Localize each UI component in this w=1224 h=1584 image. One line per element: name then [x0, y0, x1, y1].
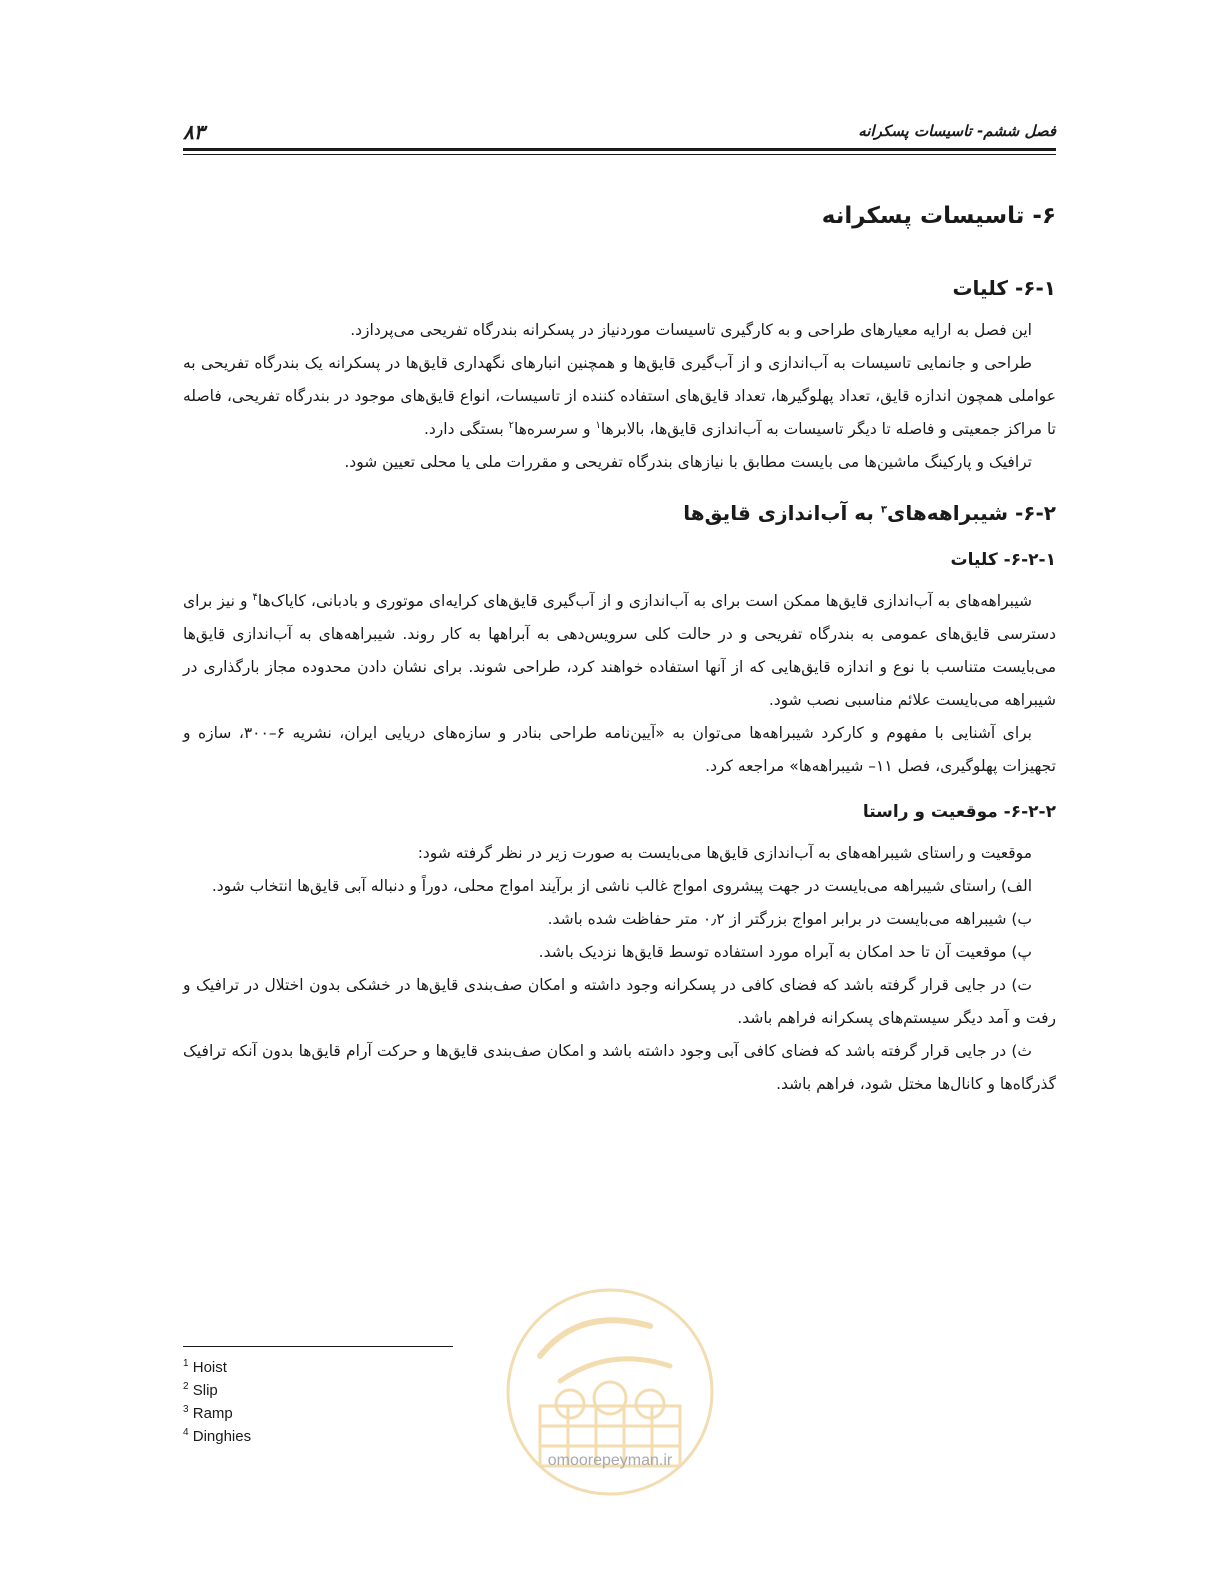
chapter-title: ۶- تاسیسات پسکرانه — [821, 203, 1056, 229]
section-2-title — [183, 495, 1056, 531]
footnote-1-number: 1 — [183, 1358, 189, 1369]
subsection-2-1-title: ۶-۲-۱- کلیات — [950, 550, 1056, 570]
footnote-1 — [183, 1356, 483, 1379]
subsection-2-1-paragraph-1-text-b: و نیز برای دسترسی قایق‌های عمومی به بندرگاه تفریحی و در حالت کلی سرویس‌دهی به آبراهها به کار روند. شیبراهه‌های به آب‌اندازی قایق‌ها می‌بایست متناسب با نوع و اندازه قایق‌هایی که از آنها استفاده خواهند کرد، طراحی شوند. برای نشان دادن محدوده مجاز بارگذاری در شیبراهه می‌بایست علائم مناسبی نصب شود. — [183, 592, 1056, 709]
footnote-3 — [183, 1402, 483, 1425]
list-item-te: ت) در جایی قرار گرفته باشد که فضای کافی در پسکرانه وجود داشته و امکان صف‌بندی قایق‌ها در خشکی بدون اختلال در ترافیک و رفت و آمد دیگر سیستم‌های پسکرانه فراهم باشد. — [183, 976, 1056, 1027]
footnote-rule — [183, 1346, 453, 1347]
footnote-2-text: Slip — [192, 1382, 218, 1399]
footnote-ref-4: ۴ — [252, 591, 258, 603]
subsection-2-1-paragraph-2: برای آشنایی با مفهوم و کارکرد شیبراهه‌ها می‌توان به «آیین‌نامه طراحی بنادر و سازه‌های دریایی ایران، نشریه ۶–۳۰۰، سازه و تجهیزات پهلوگیری، فصل ۱۱– شیبراهه‌ها» مراجعه کرد. — [183, 724, 1056, 775]
page-content — [183, 196, 1056, 1101]
footnote-4-text: Dinghies — [192, 1428, 252, 1445]
header-rule-thick — [183, 148, 1056, 151]
footnote-ref-2: ۲ — [508, 419, 515, 431]
section-1-paragraph-2-text-a: طراحی و جانمایی تاسیسات به آب‌اندازی و از آب‌گیری قایق‌ها و همچنین انبارهای نگهداری قایق‌ها در پسکرانه یک بندرگاه تفریحی به عواملی همچون اندازه قایق، تعداد پهلوگیرها، تعداد قایق‌های استفاده کننده از تاسیسات، انواع قایق‌های موجود در بندرگاه تفریحی، فاصله تا مراکز جمعیتی و فاصله تا دیگر تاسیسات به آب‌اندازی قایق‌ها، بالابرها — [183, 354, 1056, 438]
list-item-alef: الف) راستای شیبراهه می‌بایست در جهت پیشروی امواج غالب ناشی از برآیند امواج محلی، دوراً و دنباله آبی قایق‌ها انتخاب شود. — [211, 877, 1032, 895]
watermark-text: omoorepeyman.ir — [547, 1452, 673, 1469]
footnote-2 — [183, 1379, 483, 1402]
section-2-title-b: به آب‌اندازی قایق‌ها — [683, 501, 881, 525]
footnote-3-number: 3 — [183, 1404, 189, 1415]
page-number: ۸۳ — [183, 120, 205, 144]
section-2-title-a: ۶-۲- شیبراهه‌های — [887, 501, 1056, 525]
footnotes — [183, 1356, 483, 1448]
header-rule-thin — [183, 154, 1056, 155]
footnote-1-text: Hoist — [192, 1359, 227, 1376]
footnote-4 — [183, 1425, 483, 1448]
footnote-ref-1: ۱ — [595, 419, 601, 431]
list-item-pe: پ) موقعیت آن تا حد امکان به آبراه مورد استفاده توسط قایق‌ها نزدیک باشد. — [538, 943, 1032, 961]
section-1-paragraph-2-text-c: بستگی دارد. — [423, 420, 509, 438]
footnote-2-number: 2 — [183, 1381, 189, 1392]
section-1-paragraph-1: این فصل به ارایه معیارهای طراحی و به کارگیری تاسیسات موردنیاز در پسکرانه بندرگاه تفریحی می‌پردازد. — [350, 321, 1032, 339]
subsection-2-1-paragraph-1 — [183, 585, 1056, 717]
section-1-paragraph-3: ترافیک و پارکینگ ماشین‌ها می بایست مطابق با نیازهای بندرگاه تفریحی و مقررات ملی یا محلی تعیین شود. — [344, 453, 1032, 471]
page-header — [183, 118, 1056, 148]
footnote-3-text: Ramp — [192, 1405, 233, 1422]
running-title: فصل ششم- تاسیسات پسکرانه — [858, 122, 1056, 140]
footnote-4-number: 4 — [183, 1427, 189, 1438]
footnote-ref-3: ۳ — [880, 504, 888, 516]
subsection-2-2-intro: موقعیت و راستای شیبراهه‌های به آب‌اندازی قایق‌ها می‌بایست به صورت زیر در نظر گرفته شود: — [417, 844, 1032, 862]
watermark-seal-icon — [500, 1286, 720, 1506]
list-item-se: ث) در جایی قرار گرفته باشد که فضای کافی آبی وجود داشته باشد و امکان صف‌بندی قایق‌ها و حرکت آرام قایق‌ها بدون آنکه ترافیک گذرگاه‌ها و کانال‌ها مختل شود، فراهم باشد. — [183, 1042, 1056, 1093]
list-item-be: ب) شیبراهه می‌بایست در برابر امواج بزرگتر از ۰٫۲ متر حفاظت شده باشد. — [547, 910, 1032, 928]
section-1-paragraph-2 — [183, 347, 1056, 446]
subsection-2-2-title: ۶-۲-۲- موقعیت و راستا — [862, 802, 1056, 822]
section-1-paragraph-2-text-b: و سرسره‌ها — [514, 420, 596, 438]
section-1-title: ۶-۱- کلیات — [952, 276, 1056, 300]
subsection-2-1-paragraph-1-text-a: شیبراهه‌های به آب‌اندازی قایق‌ها ممکن است برای به آب‌اندازی و از آب‌گیری قایق‌های کرایه‌ای موتوری و بادبانی، کایاک‌ها — [257, 592, 1032, 610]
